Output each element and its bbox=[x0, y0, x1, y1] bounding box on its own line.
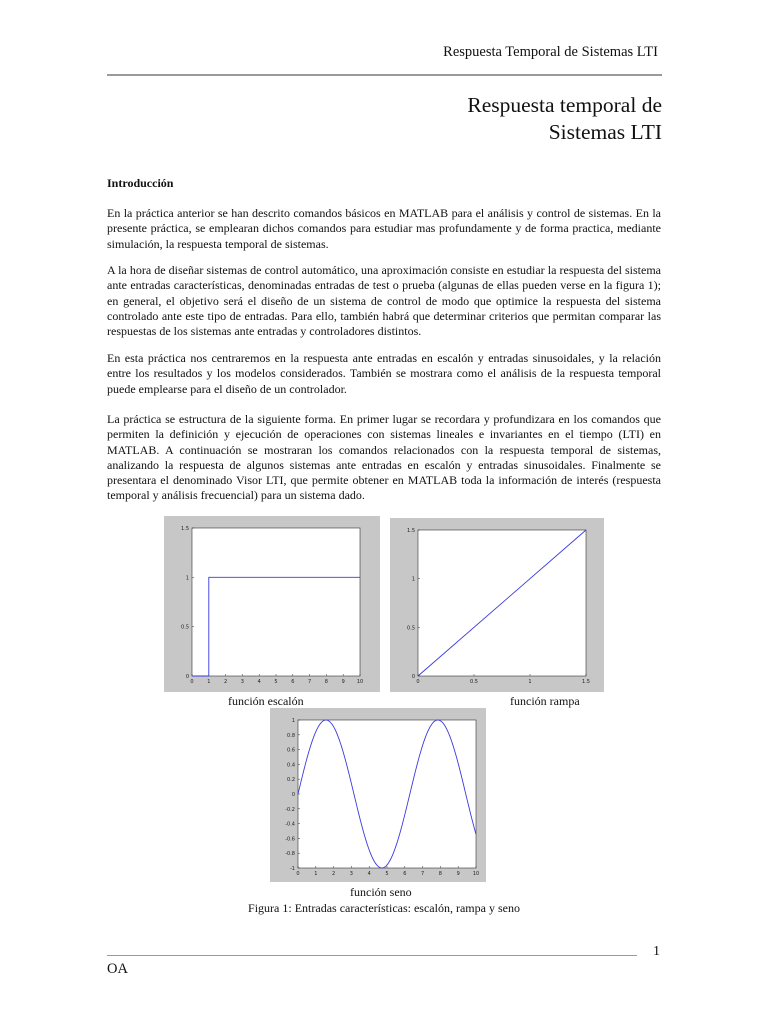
paragraph: A la hora de diseñar sistemas de control automático, una aproximación consiste en estudiar la respuesta del sistema ante entradas características, denominadas entradas de test o prueba (algunas de ellas pueden verse en la figura 1); en general, el objetivo será el diseño de un sistema de control de modo que optimice la respuesta del sistema controlado ante este tipo de entradas. Para ello, también habrá que determinar criterios que permitan comparar las respuestas de los sistemas ante entradas y controladores distintos. bbox=[107, 263, 661, 339]
figure-caption: Figura 1: Entradas características: escalón, rampa y seno bbox=[248, 901, 520, 915]
x-tick-label: 7 bbox=[308, 679, 312, 685]
page-number: 1 bbox=[653, 944, 660, 959]
x-tick-label: 1 bbox=[314, 871, 318, 877]
ramp-plot-label: función rampa bbox=[510, 694, 580, 708]
x-tick-label: 8 bbox=[438, 871, 442, 877]
y-tick-label: -0.8 bbox=[285, 851, 295, 858]
y-tick-label: 0 bbox=[291, 792, 295, 798]
x-tick-label: 2 bbox=[224, 679, 228, 685]
y-tick-label: 0 bbox=[411, 674, 415, 680]
x-tick-label: 7 bbox=[421, 871, 425, 877]
x-tick-label: 0.5 bbox=[470, 679, 478, 685]
y-tick-label: 0.8 bbox=[287, 732, 295, 739]
y-tick-label: 1.5 bbox=[181, 526, 189, 532]
plot-area bbox=[192, 528, 360, 676]
x-tick-label: 3 bbox=[240, 679, 244, 685]
sine-plot-label: función seno bbox=[350, 885, 412, 899]
paragraph: La práctica se estructura de la siguiente forma. En primer lugar se recordara y profundizara en los comandos que permiten la definición y ejecución de operaciones con sistemas lineales e invariantes en el tiempo (LTI) en MATLAB. A continuación se mostraran los comandos relacionados con la respuesta temporal de sistemas, analizando la respuesta de algunos sistemas ante entradas en escalón y entradas sinusoidales. Finalmente se presentara el denominado Visor LTI, que permite obtener en MATLAB toda la información de interés (respuesta temporal y análisis frecuencial) para un sistema dado. bbox=[107, 412, 661, 503]
y-tick-label: 0.4 bbox=[287, 762, 295, 769]
y-tick-label: 1 bbox=[185, 575, 189, 582]
x-tick-label: 1 bbox=[207, 679, 211, 685]
x-tick-label: 0 bbox=[296, 871, 300, 877]
y-tick-label: 0.5 bbox=[407, 625, 415, 632]
x-tick-label: 10 bbox=[356, 679, 364, 685]
paragraph: En la práctica anterior se han descrito comandos básicos en MATLAB para el análisis y control de sistemas. En la presente práctica, se emplearan dichos comandos para estudiar mas profundamente y de forma practica, mediante simulación, la respuesta temporal de sistemas. bbox=[107, 206, 661, 251]
x-tick-label: 0 bbox=[416, 679, 420, 685]
title-line-1: Respuesta temporal de bbox=[467, 93, 662, 117]
x-tick-label: 4 bbox=[257, 679, 261, 685]
y-tick-label: 0 bbox=[185, 674, 189, 680]
step-plot-label: función escalón bbox=[228, 694, 304, 708]
plot-svg bbox=[164, 516, 380, 692]
running-header: Respuesta Temporal de Sistemas LTI bbox=[443, 44, 658, 60]
x-tick-label: 5 bbox=[385, 871, 389, 877]
x-tick-label: 9 bbox=[456, 871, 460, 877]
y-tick-label: 1 bbox=[291, 718, 295, 724]
header-divider bbox=[107, 74, 662, 76]
y-tick-label: -0.4 bbox=[285, 821, 295, 828]
paragraph: En esta práctica nos centraremos en la respuesta ante entradas en escalón y entradas sinusoidales, y la relación entre los resultados y los modelos considerados. También se mostrara como el análisis de la respuesta temporal puede emplearse para el diseño de un controlador. bbox=[107, 351, 661, 396]
title-line-2: Sistemas LTI bbox=[548, 120, 662, 144]
y-tick-label: 0.2 bbox=[287, 777, 295, 784]
x-tick-label: 10 bbox=[472, 871, 480, 877]
x-tick-label: 9 bbox=[341, 679, 345, 685]
step-function-plot bbox=[164, 516, 380, 692]
plot-area bbox=[298, 720, 476, 868]
x-tick-label: 6 bbox=[403, 871, 407, 877]
document-title bbox=[467, 92, 662, 146]
y-tick-label: -1 bbox=[290, 866, 295, 872]
ramp-function-plot bbox=[390, 518, 604, 692]
x-tick-label: 0 bbox=[190, 679, 194, 685]
y-tick-label: 0.5 bbox=[181, 624, 189, 631]
footer-author: OA bbox=[107, 961, 128, 977]
x-tick-label: 1.5 bbox=[582, 679, 590, 685]
y-tick-label: 1.5 bbox=[407, 528, 415, 534]
footer-divider bbox=[107, 955, 637, 956]
x-tick-label: 8 bbox=[324, 679, 328, 685]
plot-svg bbox=[270, 708, 486, 882]
y-tick-label: 0.6 bbox=[287, 747, 295, 754]
y-tick-label: -0.2 bbox=[285, 806, 295, 813]
section-heading: Introducción bbox=[107, 176, 174, 190]
sine-function-plot bbox=[270, 708, 486, 882]
y-tick-label: -0.6 bbox=[285, 836, 295, 843]
x-tick-label: 6 bbox=[291, 679, 295, 685]
x-tick-label: 1 bbox=[528, 679, 532, 685]
x-tick-label: 4 bbox=[367, 871, 371, 877]
y-tick-label: 1 bbox=[411, 576, 415, 583]
x-tick-label: 2 bbox=[332, 871, 336, 877]
x-tick-label: 5 bbox=[274, 679, 278, 685]
x-tick-label: 3 bbox=[349, 871, 353, 877]
plot-svg bbox=[390, 518, 604, 692]
